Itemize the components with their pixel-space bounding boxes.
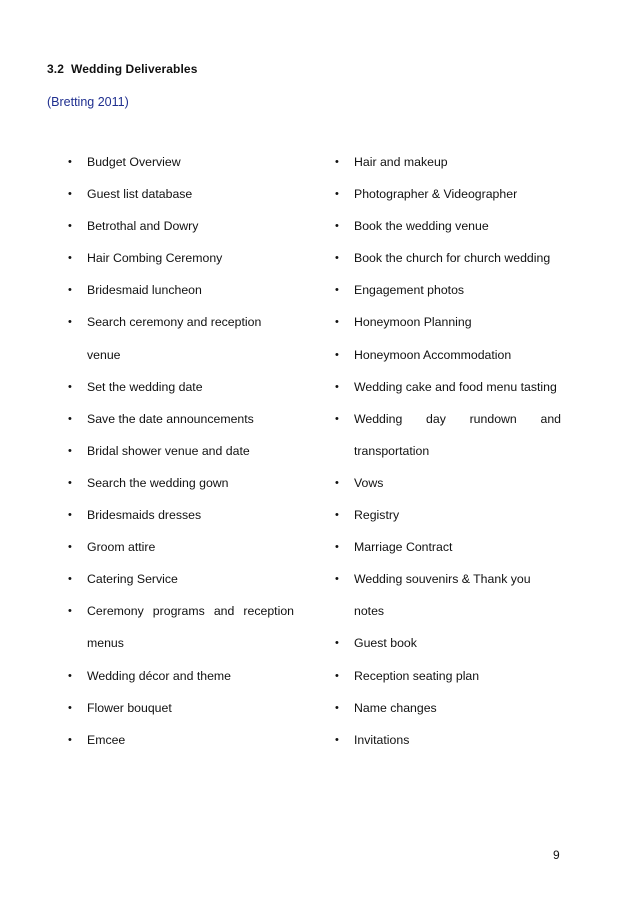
- deliverables-list-left: [66, 146, 294, 756]
- bullet-icon: •: [68, 733, 72, 746]
- list-item: • Ceremony programs and reception menus: [66, 595, 294, 659]
- list-item: • Guest book: [333, 627, 561, 659]
- list-item: • Flower bouquet: [66, 692, 294, 724]
- bullet-icon: •: [335, 476, 339, 489]
- list-item: • Bridesmaid luncheon: [66, 274, 294, 306]
- list-item: • Budget Overview: [66, 146, 294, 178]
- bullet-icon: •: [68, 412, 72, 425]
- bullet-icon: •: [335, 701, 339, 714]
- list-item: • Search ceremony and reception venue: [66, 306, 294, 370]
- list-item: • Honeymoon Accommodation: [333, 339, 561, 371]
- list-item: • Book the wedding venue: [333, 210, 561, 242]
- section-number: 3.2: [47, 62, 64, 76]
- bullet-icon: •: [68, 605, 72, 618]
- bullet-icon: •: [68, 669, 72, 682]
- list-item: • Hair and makeup: [333, 146, 561, 178]
- list-item: • Bridal shower venue and date: [66, 435, 294, 467]
- list-item: • Wedding cake and food menu tasting: [333, 371, 561, 403]
- list-item: • Photographer & Videographer: [333, 178, 561, 210]
- list-item: • Search the wedding gown: [66, 467, 294, 499]
- bullet-icon: •: [335, 316, 339, 329]
- bullet-icon: •: [68, 188, 72, 201]
- bullet-icon: •: [68, 701, 72, 714]
- section-heading: [47, 62, 197, 76]
- bullet-icon: •: [335, 380, 339, 393]
- bullet-icon: •: [68, 380, 72, 393]
- bullet-icon: •: [335, 348, 339, 361]
- bullet-icon: •: [68, 509, 72, 522]
- list-item: • Set the wedding date: [66, 371, 294, 403]
- list-item: • Book the church for church wedding: [333, 242, 561, 274]
- bullet-icon: •: [335, 541, 339, 554]
- list-item: • Hair Combing Ceremony: [66, 242, 294, 274]
- bullet-icon: •: [68, 284, 72, 297]
- list-item: • Catering Service: [66, 563, 294, 595]
- list-item: • Engagement photos: [333, 274, 561, 306]
- bullet-icon: •: [335, 733, 339, 746]
- list-item: • Invitations: [333, 724, 561, 756]
- bullet-icon: •: [68, 573, 72, 586]
- list-item: • Registry: [333, 499, 561, 531]
- bullet-icon: •: [335, 669, 339, 682]
- page-number: 9: [553, 848, 560, 862]
- list-item: • Vows: [333, 467, 561, 499]
- list-item: • Reception seating plan: [333, 660, 561, 692]
- bullet-icon: •: [335, 637, 339, 650]
- bullet-icon: •: [335, 252, 339, 265]
- bullet-icon: •: [68, 156, 72, 168]
- bullet-icon: •: [335, 220, 339, 233]
- bullet-icon: •: [68, 252, 72, 265]
- list-item: • Wedding day rundown and transportation: [333, 403, 561, 467]
- list-item: • Guest list database: [66, 178, 294, 210]
- bullet-icon: •: [68, 541, 72, 554]
- bullet-icon: •: [68, 476, 72, 489]
- bullet-icon: •: [68, 444, 72, 457]
- list-item: • Groom attire: [66, 531, 294, 563]
- list-item: • Honeymoon Planning: [333, 306, 561, 338]
- list-item: • Marriage Contract: [333, 531, 561, 563]
- list-item: • Emcee: [66, 724, 294, 756]
- bullet-icon: •: [335, 284, 339, 297]
- list-item: • Bridesmaids dresses: [66, 499, 294, 531]
- bullet-icon: •: [335, 156, 339, 168]
- list-item: • Name changes: [333, 692, 561, 724]
- deliverables-list-right: [333, 146, 561, 756]
- bullet-icon: •: [335, 509, 339, 522]
- bullet-icon: •: [335, 412, 339, 425]
- bullet-icon: •: [68, 220, 72, 233]
- section-title: Wedding Deliverables: [70, 62, 198, 76]
- bullet-icon: •: [335, 573, 339, 586]
- list-item: • Wedding souvenirs & Thank you notes: [333, 563, 561, 627]
- list-item: • Wedding décor and theme: [66, 660, 294, 692]
- list-item: • Save the date announcements: [66, 403, 294, 435]
- bullet-icon: •: [68, 316, 72, 329]
- citation: (Bretting 2011): [47, 95, 129, 109]
- bullet-icon: •: [335, 188, 339, 201]
- list-item: • Betrothal and Dowry: [66, 210, 294, 242]
